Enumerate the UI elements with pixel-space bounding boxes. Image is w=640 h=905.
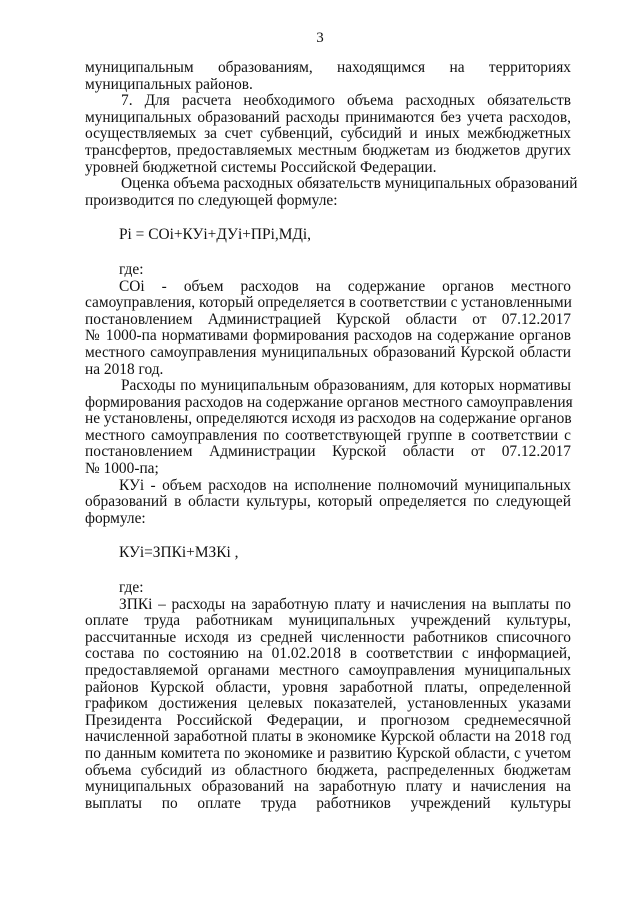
text-line: Расходы по муниципальным образованиям, для которых нормативы (121, 377, 571, 395)
text-line: на 2018 год. (85, 360, 164, 378)
text-line: состава по состоянию на 01.02.2018 в соответствии с информацией, (85, 645, 571, 663)
text-line: предоставляемой органами местного самоуправления муниципальных (85, 662, 571, 679)
text-line: начисленной заработной платы в экономике Курской области на 2018 год (85, 728, 571, 746)
text-line: № 1000-па нормативами формирования расходов на содержание органов (85, 327, 571, 345)
text-line: выплаты по оплате труда работников учреждений культуры (85, 794, 571, 812)
document-body (85, 59, 578, 812)
text-line: по данным комитета по экономике и развитию Курской области, с учетом (85, 744, 571, 762)
text-line: муниципальных районов. (85, 75, 253, 93)
text-line: постановлением Администрации Курской области от 07.12.2017 (85, 443, 571, 461)
text-line: муниципальным образованиям, находящимся на территориях (85, 59, 571, 76)
text-line: производится по следующей формуле: (85, 191, 338, 209)
spacer (85, 244, 571, 262)
text-line: Оценка объема расходных обязательств муниципальных образований (121, 175, 578, 193)
text-line: 7. Для расчета необходимого объема расходных обязательств (121, 92, 571, 110)
text-line: уровней бюджетной системы Российской Федерации. (85, 158, 437, 176)
text-line: графиком достижения целевых показателей, установленных указами (85, 695, 571, 713)
text-line: местного самоуправления по соответствующей группе в соответствии с (85, 426, 571, 444)
spacer (85, 562, 571, 580)
text-line: местного самоуправления муниципальных образований Курской области (85, 343, 571, 361)
text-line: самоуправления, который определяется в соответствии с установленными (85, 294, 572, 312)
text-line: формирования расходов на содержание органов местного самоуправления (85, 393, 573, 411)
text-line: трансфертов, предоставляемых местным бюджетам из бюджетов других (85, 141, 571, 159)
text-line: образований в области культуры, который определяется по следующей (85, 493, 571, 511)
text-line: КУi - объем расходов на исполнение полномочий муниципальных (119, 476, 571, 494)
text-line: оплате труда работникам муниципальных учреждений культуры, (85, 612, 571, 630)
text-line: Рi = СОi+КУi+ДУi+ПРi,МДi, (119, 226, 311, 244)
text-line: постановлением Администрацией Курской области от 07.12.2017 (85, 310, 571, 328)
text-line: где: (119, 260, 144, 278)
text-line: рассчитанные исходя из средней численности работников списочного (85, 628, 571, 646)
spacer (85, 209, 571, 227)
text-line: № 1000-па; (85, 460, 159, 478)
text-line: не установлены, определяются исходя из расходов на содержание органов (85, 410, 572, 428)
text-line: КУi=ЗПКi+МЗКi , (119, 544, 239, 562)
spacer (85, 527, 571, 545)
text-line: Президента Российской Федерации, и прогнозом среднемесячной (85, 711, 571, 729)
page-number: 3 (316, 30, 324, 46)
text-line: формуле: (85, 509, 146, 527)
text-line: муниципальных образований на заработную плату и начисления на (85, 778, 571, 796)
text-line: ЗПКi – расходы на заработную плату и начисления на выплаты по (119, 595, 571, 613)
text-line: районов Курской области, уровня заработной платы, определенной (85, 678, 571, 696)
text-line: СОi - объем расходов на содержание органов местного (119, 277, 571, 295)
text-line: осуществляемых за счет субвенций, субсидий и иных межбюджетных (85, 125, 571, 143)
text-line: объема субсидий из областного бюджета, распределенных бюджетам (85, 761, 571, 779)
text-line: муниципальных образований расходы принимаются без учета расходов, (85, 108, 571, 126)
text-line: где: (119, 579, 144, 597)
